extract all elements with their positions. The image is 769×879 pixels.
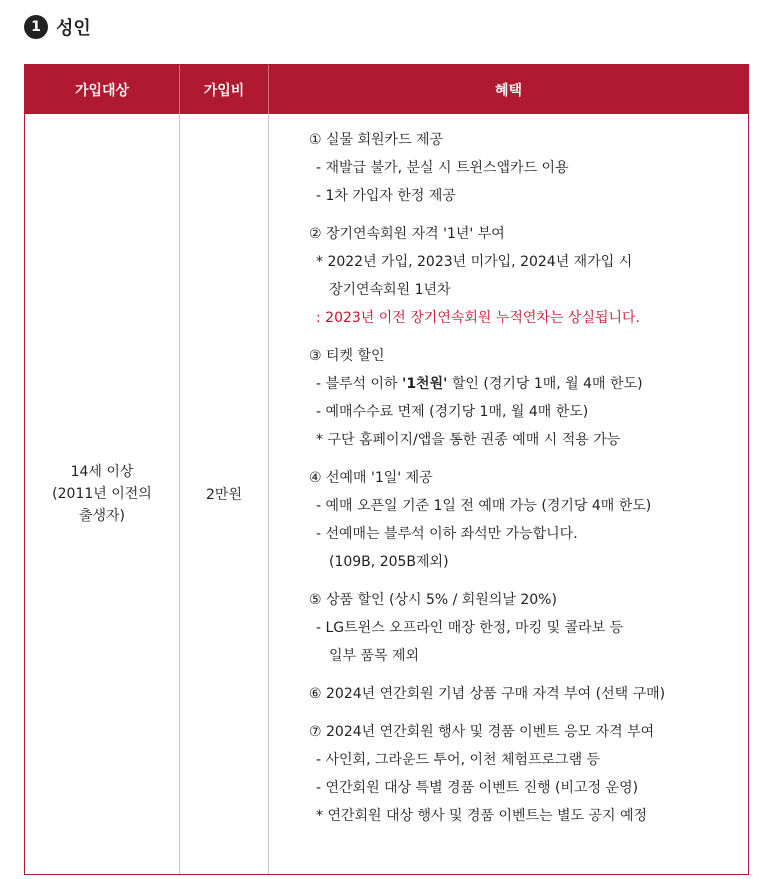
benefit-5 bbox=[309, 586, 748, 670]
benefit-detail: - 예매수수료 면제 (경기당 1매, 월 4매 한도) bbox=[316, 404, 589, 420]
header-target: 가입대상 bbox=[74, 82, 130, 99]
benefit-text: - 블루석 이하 bbox=[316, 376, 403, 392]
benefit-detail: * 2022년 가입, 2023년 미가입, 2024년 재가입 시 bbox=[316, 254, 633, 270]
benefit-4 bbox=[309, 464, 748, 576]
benefit-title: ② 장기연속회원 자격 '1년' 부여 bbox=[309, 226, 505, 242]
fee-value: 2만원 bbox=[206, 487, 242, 503]
header-fee: 가입비 bbox=[179, 65, 268, 114]
section-title: 성인 bbox=[56, 18, 91, 39]
benefit-highlight: '1천원' bbox=[402, 376, 448, 392]
benefit-detail: - 재발급 불가, 분실 시 트윈스앱카드 이용 bbox=[316, 160, 569, 176]
benefits-cell bbox=[268, 114, 748, 874]
benefit-3 bbox=[309, 342, 748, 454]
target-line: (2011년 이전의 bbox=[52, 486, 152, 502]
benefit-title: ⑦ 2024년 연간회원 행사 및 경품 이벤트 응모 자격 부여 bbox=[309, 724, 655, 740]
benefit-title: ① 실물 회원카드 제공 bbox=[309, 132, 444, 148]
table-header bbox=[25, 65, 748, 114]
benefit-title: ⑤ 상품 할인 (상시 5% / 회원의날 20%) bbox=[309, 592, 557, 608]
target-line: 출생자) bbox=[78, 508, 126, 524]
benefit-notice: : 2023년 이전 장기연속회원 누적연차는 상실됩니다. bbox=[316, 310, 641, 326]
benefit-detail: - 사인회, 그라운드 투어, 이천 체험프로그램 등 bbox=[316, 752, 601, 768]
benefit-detail: - 1차 가입자 한정 제공 bbox=[316, 188, 456, 204]
benefit-text: 할인 (경기당 1매, 월 4매 한도) bbox=[447, 376, 643, 392]
benefit-detail: - 예매 오픈일 기준 1일 전 예매 가능 (경기당 4매 한도) bbox=[316, 498, 652, 514]
fee-cell bbox=[179, 114, 268, 874]
benefit-detail: 일부 품목 제외 bbox=[329, 648, 420, 664]
header-benefits: 혜택 bbox=[268, 65, 748, 114]
benefit-detail bbox=[309, 370, 748, 398]
benefit-2 bbox=[309, 220, 748, 332]
table-row bbox=[25, 114, 748, 874]
benefit-detail: - 연간회원 대상 특별 경품 이벤트 진행 (비고정 운영) bbox=[316, 780, 639, 796]
benefit-detail: 장기연속회원 1년차 bbox=[329, 282, 451, 298]
benefit-detail: - 선예매는 블루석 이하 좌석만 가능합니다. bbox=[316, 526, 578, 542]
benefit-title: ③ 티켓 할인 bbox=[309, 348, 385, 364]
section-heading bbox=[24, 14, 91, 40]
target-cell bbox=[25, 114, 179, 874]
benefit-1 bbox=[309, 126, 748, 210]
membership-table bbox=[24, 64, 749, 875]
benefit-detail: - LG트윈스 오프라인 매장 한정, 마킹 및 콜라보 등 bbox=[316, 620, 624, 636]
benefit-detail: * 구단 홈페이지/앱을 통한 권종 예매 시 적용 가능 bbox=[316, 432, 621, 448]
benefit-7 bbox=[309, 718, 748, 830]
benefit-6 bbox=[309, 680, 748, 708]
benefit-title: ⑥ 2024년 연간회원 기념 상품 구매 자격 부여 (선택 구매) bbox=[309, 686, 666, 702]
benefit-detail: (109B, 205B제외) bbox=[329, 554, 449, 570]
number-badge: 1 bbox=[24, 15, 48, 39]
benefit-title: ④ 선예매 '1일' 제공 bbox=[309, 470, 433, 486]
benefit-detail: * 연간회원 대상 행사 및 경품 이벤트는 별도 공지 예정 bbox=[316, 808, 648, 824]
target-line: 14세 이상 bbox=[70, 464, 134, 480]
